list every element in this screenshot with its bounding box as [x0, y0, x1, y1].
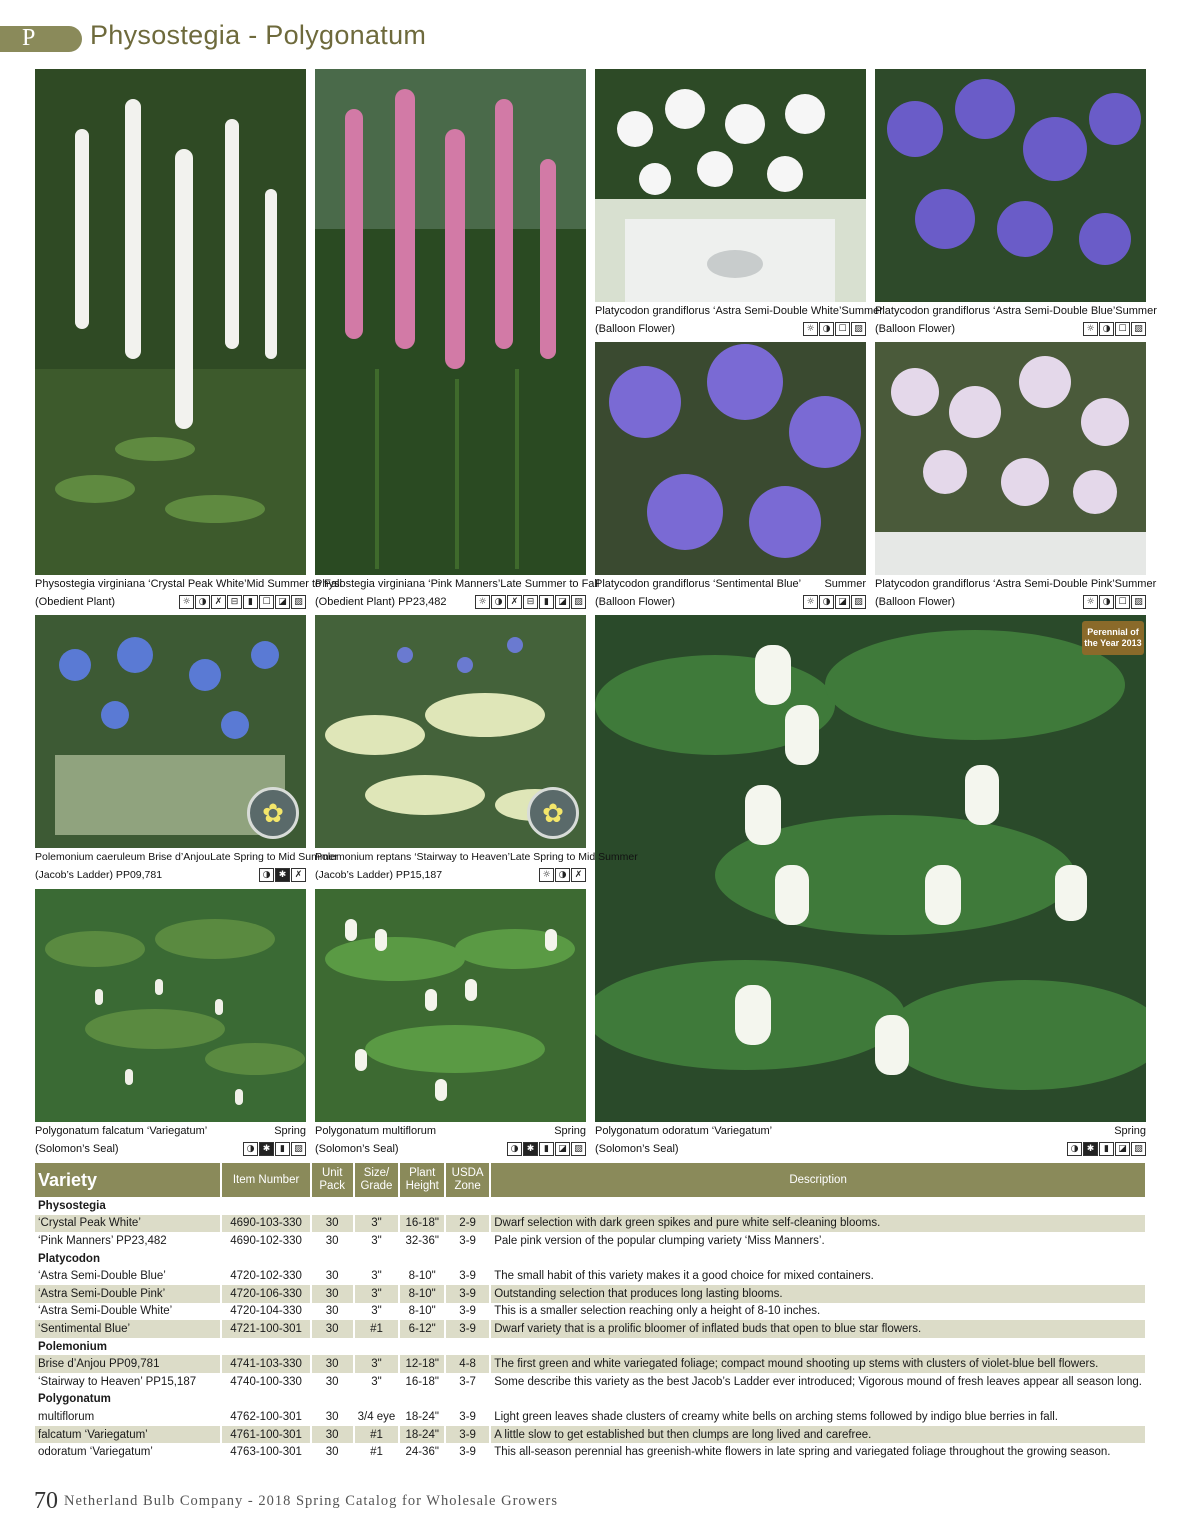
- cell-unit: 30: [311, 1267, 354, 1285]
- cell-unit: 30: [311, 1320, 354, 1338]
- cell-unit: 30: [311, 1285, 354, 1303]
- culture-icons: [1083, 322, 1146, 336]
- pollinator-bee-icon: ✿: [527, 787, 579, 839]
- bloom-season: Late Spring to Mid Summer: [210, 851, 338, 863]
- cell-unit: 30: [311, 1443, 354, 1461]
- bloom-season: Late Summer to Fall: [500, 578, 600, 590]
- culture-icons: [507, 1142, 586, 1156]
- table-row: [35, 1215, 1146, 1233]
- table-header-row: [35, 1163, 1146, 1197]
- common-name: (Solomon’s Seal): [315, 1143, 399, 1155]
- cell-variety: falcatum ‘Variegatum’: [35, 1426, 221, 1444]
- table-row: [35, 1267, 1146, 1285]
- cell-item: 4720-102-330: [221, 1267, 310, 1285]
- cell-desc: Dwarf variety that is a prolific bloomer of inflated buds that open to blue star flowers.: [490, 1320, 1146, 1338]
- full-sun-icon: ☼: [803, 322, 818, 336]
- part-shade-icon: ◑: [819, 595, 834, 609]
- table-row: [35, 1232, 1146, 1250]
- common-name: (Balloon Flower): [595, 323, 676, 335]
- part-shade-icon: ◑: [491, 595, 506, 609]
- caption-polygonatum-falcatum: [35, 1122, 306, 1158]
- shade-icon: ✱: [1083, 1142, 1098, 1156]
- culture-icons: [259, 868, 306, 882]
- cell-unit: 30: [311, 1426, 354, 1444]
- cell-unit: 30: [311, 1408, 354, 1426]
- cell-size: #1: [354, 1426, 400, 1444]
- page-header: [0, 22, 600, 56]
- caption-polemonium-stairway-to-heaven: [315, 848, 638, 884]
- table-group-row: [35, 1197, 1146, 1215]
- plant-name: Platycodon grandiflorus ‘Astra Semi-Double Pink’: [875, 578, 1115, 590]
- bloom-season: Spring: [554, 1125, 586, 1137]
- cell-zone: 3-9: [445, 1267, 490, 1285]
- cell-variety: odoratum ‘Variegatum’: [35, 1443, 221, 1461]
- common-name: (Jacob’s Ladder) PP15,187: [315, 869, 443, 881]
- part-shade-icon: ◑: [1099, 595, 1114, 609]
- container-icon: ▮: [539, 1142, 554, 1156]
- table-row: [35, 1443, 1146, 1461]
- cell-desc: Some describe this variety as the best Jacob’s Ladder ever introduced; Vigorous mound of fresh leaves appear all season long.: [490, 1373, 1146, 1391]
- cell-desc: A little slow to get established but then clumps are long lived and carefree.: [490, 1426, 1146, 1444]
- bloom-season: Summer: [841, 305, 883, 317]
- caption-platycodon-astra-pink: [875, 575, 1157, 611]
- common-name: (Obedient Plant) PP23,482: [315, 596, 447, 608]
- cell-size: 3": [354, 1267, 400, 1285]
- table-row: [35, 1320, 1146, 1338]
- common-name: (Balloon Flower): [595, 596, 676, 608]
- shade-icon: ✱: [523, 1142, 538, 1156]
- photo-platycodon-sentimental-blue: [595, 342, 866, 575]
- cell-variety: multiflorum: [35, 1408, 221, 1426]
- pollinator-bee-icon: ✿: [247, 787, 299, 839]
- plant-name: Polemonium caeruleum Brise d’Anjou: [35, 851, 211, 863]
- culture-icons: [1083, 595, 1146, 609]
- moist-soil-icon: ▨: [571, 595, 586, 609]
- col-unit-pack: Unit Pack: [311, 1163, 354, 1197]
- moist-soil-icon: ▨: [571, 1142, 586, 1156]
- table-group-row: [35, 1391, 1146, 1409]
- photo-polygonatum-multiflorum: [315, 889, 586, 1122]
- plant-name: Platycodon grandiflorus ‘Astra Semi-Double Blue’: [875, 305, 1116, 317]
- bloom-season: Spring: [1114, 1125, 1146, 1137]
- cell-size: 3": [354, 1303, 400, 1321]
- cell-zone: 3-7: [445, 1373, 490, 1391]
- full-sun-icon: ☼: [179, 595, 194, 609]
- part-shade-icon: ◑: [819, 322, 834, 336]
- cell-size: 3/4 eye: [354, 1408, 400, 1426]
- border-icon: ☐: [1115, 322, 1130, 336]
- cell-size: #1: [354, 1320, 400, 1338]
- border-icon: ☐: [259, 595, 274, 609]
- moist-soil-icon: ▨: [851, 322, 866, 336]
- photo-physostegia-crystal-peak-white: [35, 69, 306, 575]
- photo-physostegia-pink-manners: [315, 69, 586, 575]
- culture-icons: [243, 1142, 306, 1156]
- border-icon: ☐: [1115, 595, 1130, 609]
- page-title: Physostegia - Polygonatum: [90, 20, 427, 50]
- page-footer: [34, 1488, 558, 1515]
- cell-variety: ‘Astra Semi-Double White’: [35, 1303, 221, 1321]
- group-name: Polygonatum: [35, 1391, 1146, 1409]
- cell-variety: ‘Crystal Peak White’: [35, 1215, 221, 1233]
- table-row: [35, 1426, 1146, 1444]
- cell-item: 4720-106-330: [221, 1285, 310, 1303]
- full-sun-icon: ☼: [1083, 322, 1098, 336]
- page-number: 70: [34, 1488, 58, 1514]
- cut-flower-icon: ⊟: [523, 595, 538, 609]
- section-tab: [0, 26, 82, 52]
- cell-zone: 3-9: [445, 1443, 490, 1461]
- cell-zone: 3-9: [445, 1408, 490, 1426]
- section-letter: P: [22, 25, 36, 51]
- caption-platycodon-astra-blue: [875, 302, 1157, 338]
- cell-size: 3": [354, 1373, 400, 1391]
- cell-desc: The small habit of this variety makes it a good choice for mixed containers.: [490, 1267, 1146, 1285]
- cell-item: 4690-103-330: [221, 1215, 310, 1233]
- cell-height: 16-18": [399, 1215, 445, 1233]
- cell-height: 18-24": [399, 1426, 445, 1444]
- cell-zone: 3-9: [445, 1426, 490, 1444]
- cell-variety: ‘Sentimental Blue’: [35, 1320, 221, 1338]
- cell-desc: Dwarf selection with dark green spikes and pure white self-cleaning blooms.: [490, 1215, 1146, 1233]
- cell-size: 3": [354, 1355, 400, 1373]
- cell-unit: 30: [311, 1232, 354, 1250]
- plant-name: Physostegia virginiana ‘Crystal Peak White’: [35, 578, 247, 590]
- butterfly-icon: ◪: [1115, 1142, 1130, 1156]
- part-shade-icon: ◑: [507, 1142, 522, 1156]
- cell-item: 4762-100-301: [221, 1408, 310, 1426]
- table-row: [35, 1408, 1146, 1426]
- cell-unit: 30: [311, 1373, 354, 1391]
- part-shade-icon: ◑: [195, 595, 210, 609]
- cell-size: 3": [354, 1232, 400, 1250]
- cell-desc: This is a smaller selection reaching only a height of 8-10 inches.: [490, 1303, 1146, 1321]
- cell-variety: ‘Pink Manners’ PP23,482: [35, 1232, 221, 1250]
- photo-platycodon-astra-white: [595, 69, 866, 302]
- cell-desc: Pale pink version of the popular clumping variety ‘Miss Manners’.: [490, 1232, 1146, 1250]
- table-row: [35, 1373, 1146, 1391]
- shade-icon: ✱: [275, 868, 290, 882]
- table-group-row: [35, 1338, 1146, 1356]
- container-icon: ▮: [1099, 1142, 1114, 1156]
- culture-icons: [539, 868, 586, 882]
- culture-icons: [803, 595, 866, 609]
- bloom-season: Summer: [824, 578, 866, 590]
- group-name: Physostegia: [35, 1197, 1146, 1215]
- moist-soil-icon: ▨: [291, 1142, 306, 1156]
- cell-unit: 30: [311, 1215, 354, 1233]
- culture-icons: [1067, 1142, 1146, 1156]
- plant-name: Polygonatum multiflorum: [315, 1125, 437, 1137]
- group-name: Polemonium: [35, 1338, 1146, 1356]
- cell-item: 4721-100-301: [221, 1320, 310, 1338]
- variety-table: [35, 1163, 1147, 1461]
- cell-size: 3": [354, 1285, 400, 1303]
- bloom-season: Summer: [1115, 305, 1157, 317]
- cell-height: 18-24": [399, 1408, 445, 1426]
- table-row: [35, 1355, 1146, 1373]
- bloom-season: Late Spring to Mid Summer: [509, 851, 638, 863]
- container-icon: ▮: [539, 595, 554, 609]
- deer-resistant-icon: ✗: [507, 595, 522, 609]
- catalog-title: 2018 Spring Catalog for Wholesale Growers: [258, 1493, 559, 1509]
- photo-polemonium-stairway-to-heaven: [315, 615, 586, 848]
- cell-item: 4740-100-330: [221, 1373, 310, 1391]
- photo-platycodon-astra-pink: [875, 342, 1146, 575]
- cell-height: 16-18": [399, 1373, 445, 1391]
- cell-unit: 30: [311, 1355, 354, 1373]
- cell-desc: Outstanding selection that produces long lasting blooms.: [490, 1285, 1146, 1303]
- perennial-of-year-badge: Perennial of the Year 2013: [1082, 621, 1144, 655]
- moist-soil-icon: ▨: [1131, 595, 1146, 609]
- cell-zone: 3-9: [445, 1303, 490, 1321]
- bloom-season: Spring: [274, 1125, 306, 1137]
- culture-icons: [179, 595, 306, 609]
- full-sun-icon: ☼: [1083, 595, 1098, 609]
- cell-height: 24-36": [399, 1443, 445, 1461]
- photo-polygonatum-falcatum-variegatum: [35, 889, 306, 1122]
- cell-variety: ‘Stairway to Heaven’ PP15,187: [35, 1373, 221, 1391]
- caption-physostegia-pink-manners: [315, 575, 600, 611]
- moist-soil-icon: ▨: [291, 595, 306, 609]
- full-sun-icon: ☼: [803, 595, 818, 609]
- part-shade-icon: ◑: [1099, 322, 1114, 336]
- company-name: Netherland Bulb Company: [64, 1493, 244, 1509]
- caption-platycodon-astra-white: [595, 302, 883, 338]
- footer-separator: -: [243, 1493, 259, 1509]
- common-name: (Jacob’s Ladder) PP09,781: [35, 869, 163, 881]
- common-name: (Obedient Plant): [35, 596, 116, 608]
- cell-height: 8-10": [399, 1285, 445, 1303]
- cell-item: 4720-104-330: [221, 1303, 310, 1321]
- table-row: [35, 1285, 1146, 1303]
- cell-zone: 3-9: [445, 1232, 490, 1250]
- cell-height: 8-10": [399, 1303, 445, 1321]
- full-sun-icon: ☼: [475, 595, 490, 609]
- col-size-grade: Size/ Grade: [354, 1163, 400, 1197]
- part-shade-icon: ◑: [259, 868, 274, 882]
- cell-item: 4690-102-330: [221, 1232, 310, 1250]
- cell-desc: Light green leaves shade clusters of creamy white bells on arching stems followed by indigo blue berries in fall.: [490, 1408, 1146, 1426]
- container-icon: ▮: [243, 595, 258, 609]
- col-description: Description: [490, 1163, 1146, 1197]
- cell-height: 32-36": [399, 1232, 445, 1250]
- plant-name: Polygonatum odoratum ‘Variegatum’: [595, 1125, 773, 1137]
- butterfly-icon: ◪: [555, 1142, 570, 1156]
- bloom-season: Summer: [1114, 578, 1157, 590]
- cell-size: #1: [354, 1443, 400, 1461]
- plant-name: Platycodon grandiflorus ‘Astra Semi-Double White’: [595, 305, 842, 317]
- cell-desc: This all-season perennial has greenish-white flowers in late spring and variegated foliage throughout the growing season.: [490, 1443, 1146, 1461]
- full-sun-icon: ☼: [539, 868, 554, 882]
- photo-polygonatum-odoratum-variegatum: [595, 615, 1146, 1122]
- photo-platycodon-astra-blue: [875, 69, 1146, 302]
- plant-name: Platycodon grandiflorus ‘Sentimental Blue’: [595, 578, 802, 590]
- plant-name: Polemonium reptans ‘Stairway to Heaven’: [315, 851, 510, 863]
- moist-soil-icon: ▨: [1131, 1142, 1146, 1156]
- col-item-number: Item Number: [221, 1163, 310, 1197]
- cell-variety: Brise d’Anjou PP09,781: [35, 1355, 221, 1373]
- cell-size: 3": [354, 1215, 400, 1233]
- col-variety: Variety: [35, 1163, 221, 1197]
- col-plant-height: Plant Height: [399, 1163, 445, 1197]
- photo-polemonium-brise-danjou: [35, 615, 306, 848]
- moist-soil-icon: ▨: [1131, 322, 1146, 336]
- common-name: (Balloon Flower): [875, 596, 956, 608]
- caption-platycodon-sentimental-blue: [595, 575, 866, 611]
- cell-desc: The first green and white variegated foliage; compact mound shooting up stems with clusters of violet-blue bell flowers.: [490, 1355, 1146, 1373]
- common-name: (Balloon Flower): [875, 323, 956, 335]
- cell-item: 4763-100-301: [221, 1443, 310, 1461]
- shade-icon: ✱: [259, 1142, 274, 1156]
- culture-icons: [475, 595, 586, 609]
- deer-resistant-icon: ✗: [211, 595, 226, 609]
- caption-polygonatum-multiflorum: [315, 1122, 586, 1158]
- caption-polygonatum-odoratum: [595, 1122, 1146, 1158]
- common-name: (Solomon’s Seal): [35, 1143, 119, 1155]
- cell-zone: 3-9: [445, 1285, 490, 1303]
- table-group-row: [35, 1250, 1146, 1268]
- cell-item: 4761-100-301: [221, 1426, 310, 1444]
- table-row: [35, 1303, 1146, 1321]
- caption-physostegia-crystal-peak-white: [35, 575, 342, 611]
- cell-zone: 2-9: [445, 1215, 490, 1233]
- moist-soil-icon: ▨: [851, 595, 866, 609]
- culture-icons: [803, 322, 866, 336]
- cell-unit: 30: [311, 1303, 354, 1321]
- common-name: (Solomon’s Seal): [595, 1143, 679, 1155]
- cell-variety: ‘Astra Semi-Double Pink’: [35, 1285, 221, 1303]
- part-shade-icon: ◑: [1067, 1142, 1082, 1156]
- part-shade-icon: ◑: [243, 1142, 258, 1156]
- col-usda-zone: USDA Zone: [445, 1163, 490, 1197]
- plant-name: Physostegia virginiana ‘Pink Manners’: [315, 578, 501, 590]
- cell-item: 4741-103-330: [221, 1355, 310, 1373]
- cell-height: 8-10": [399, 1267, 445, 1285]
- deer-resistant-icon: ✗: [291, 868, 306, 882]
- container-icon: ▮: [275, 1142, 290, 1156]
- group-name: Platycodon: [35, 1250, 1146, 1268]
- part-shade-icon: ◑: [555, 868, 570, 882]
- cell-height: 6-12": [399, 1320, 445, 1338]
- plant-name: Polygonatum falcatum ‘Variegatum’: [35, 1125, 208, 1137]
- caption-polemonium-brise-danjou: [35, 848, 338, 884]
- border-icon: ☐: [835, 322, 850, 336]
- butterfly-icon: ◪: [275, 595, 290, 609]
- cell-zone: 3-9: [445, 1320, 490, 1338]
- butterfly-icon: ◪: [555, 595, 570, 609]
- cut-flower-icon: ⊟: [227, 595, 242, 609]
- cell-zone: 4-8: [445, 1355, 490, 1373]
- cell-variety: ‘Astra Semi-Double Blue’: [35, 1267, 221, 1285]
- bloom-season: Mid Summer to Fall: [246, 578, 342, 590]
- cell-height: 12-18": [399, 1355, 445, 1373]
- deer-resistant-icon: ✗: [571, 868, 586, 882]
- butterfly-icon: ◪: [835, 595, 850, 609]
